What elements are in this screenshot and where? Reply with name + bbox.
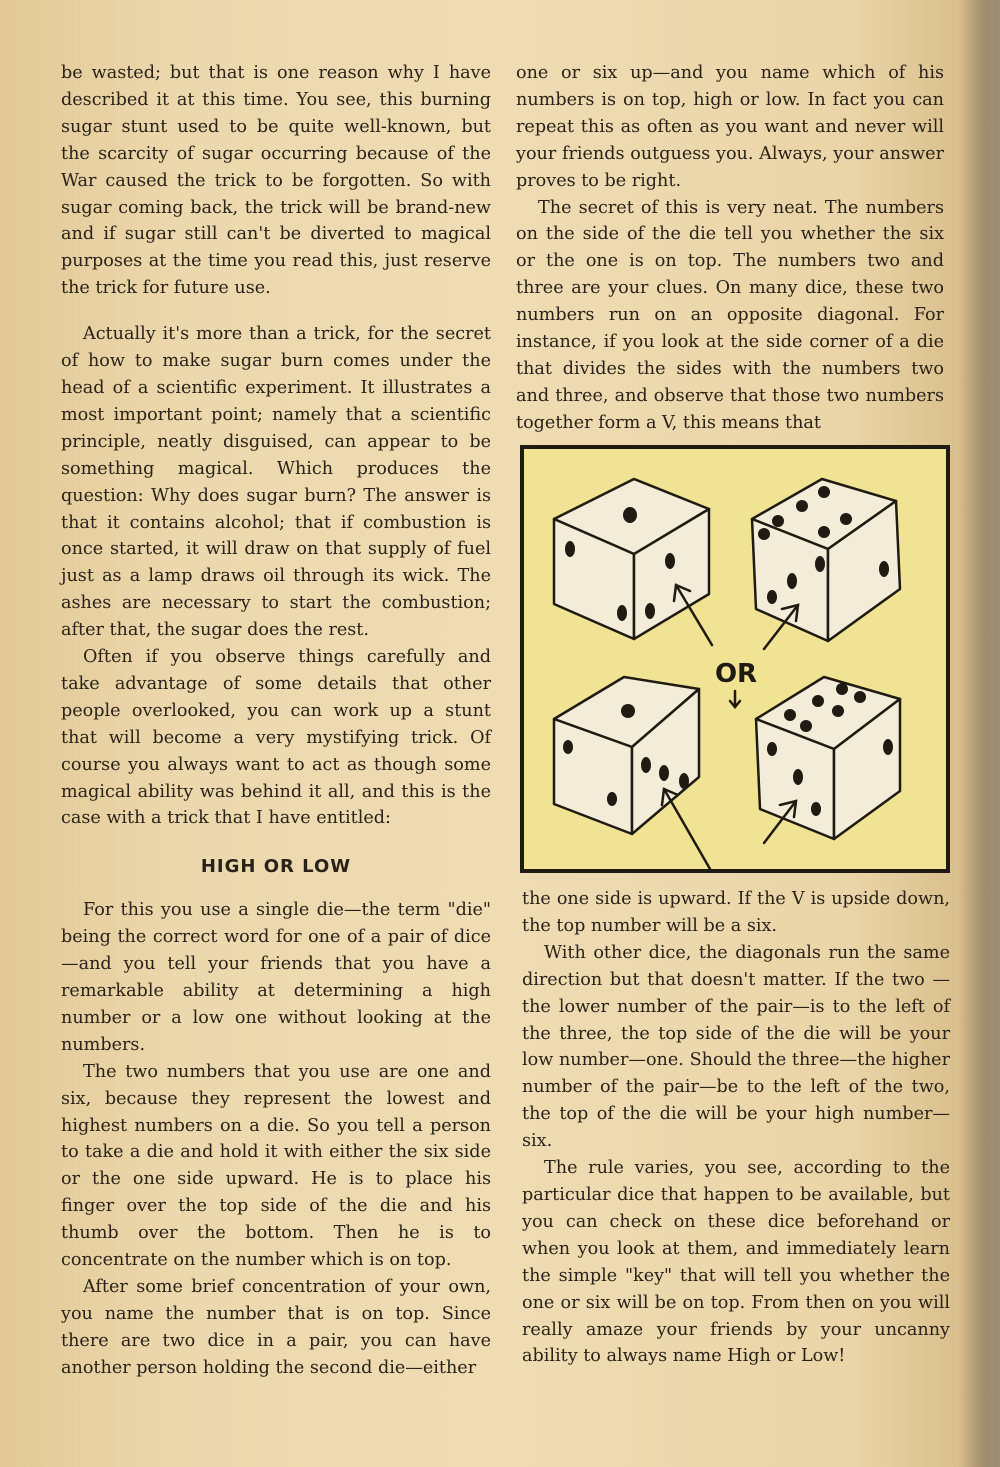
- right-column-top: [516, 60, 944, 437]
- paragraph: the one side is upward. If the V is upside down, the top number will be a six.: [522, 889, 950, 936]
- paragraph: With other dice, the diagonals run the same direction but that doesn't matter. If the two —the lower number of the pair—is to the left of the three, the top side of the die will be your low number—one. Should the three—the higher number of the pair—be to the left of the two, the top of the die will be your high number—six.: [522, 942, 950, 1152]
- paragraph: be wasted; but that is one reason why I have described it at this time. You see, this burning sugar stunt used to be quite well-known, but the scarcity of sugar occurring because of the War caused the trick to be forgotten. So with sugar coming back, the trick will be brand-new and if sugar still can't be diverted to magical purposes at the time you read this, just reserve the trick for future use.: [61, 63, 491, 299]
- paragraph: Actually it's more than a trick, for the secret of how to make sugar burn comes under the head of a scientific experiment. It illustrates a most important point; namely that a scientific principle, neatly disguised, can appear to be something magical. Which produces the question: Why does sugar burn? The answer is that it contains alcohol; that if combustion is once started, it will draw on that supply of fuel just as a lamp draws oil through its wick. The ashes are necessary to start the combustion; after that, the sugar does the rest.: [61, 324, 491, 641]
- paragraph: The secret of this is very neat. The numbers on the side of the die tell you whether the six or the one is on top. The numbers two and three are your clues. On many dice, these two numbers run on an opposite diagonal. For instance, if you look at the side corner of a die that divides the sides with the numbers two and three, and observe that those two numbers together form a V, this means that: [516, 197, 944, 433]
- right-column-bottom: [522, 886, 950, 1370]
- left-column: [61, 60, 491, 1382]
- dice-illustration: [520, 445, 950, 873]
- die-top-right: [752, 479, 900, 641]
- paragraph: one or six up—and you name which of his numbers is on top, high or low. In fact you can repeat this as often as you want and never will your friends outguess you. Always, your answer proves to be right.: [516, 63, 944, 191]
- die-top-left: [554, 479, 709, 639]
- section-heading: HIGH OR LOW: [200, 856, 352, 878]
- page-edge-shadow: [958, 0, 1000, 1467]
- paragraph: Often if you observe things carefully and take advantage of some details that other people overlooked, you can work up a stunt that will become a very mystifying trick. Of course you always want to act as though some magical ability was behind it all, and this is the case with a trick that I have entitled:: [61, 647, 491, 829]
- paragraph: The two numbers that you use are one and six, because they represent the lowest and highest numbers on a die. So you tell a person to take a die and hold it with either the six side or the one side upward. He is to place his finger over the top side of the die and his thumb over the bottom. Then he is to concentrate on the number which is on top.: [61, 1061, 491, 1271]
- paragraph: The rule varies, you see, according to the particular dice that happen to be available, but you can check on these dice beforehand or when you look at them, and immediately learn the simple "key" that will tell you whether the one or six will be on top. From then on you will really amaze your friends by your uncanny ability to always name High or Low!: [522, 1158, 950, 1367]
- or-label: OR: [714, 659, 758, 689]
- paragraph: For this you use a single die—the term "die" being the correct word for one of a pair of dice—and you tell your friends that you have a remarkable ability at determining a high number or a low one without looking at the numbers.: [61, 900, 491, 1055]
- paragraph: After some brief concentration of your own, you name the number that is on top. Since there are two dice in a pair, you can have another person holding the second die—either: [61, 1276, 491, 1378]
- die-bottom-right: [756, 677, 900, 839]
